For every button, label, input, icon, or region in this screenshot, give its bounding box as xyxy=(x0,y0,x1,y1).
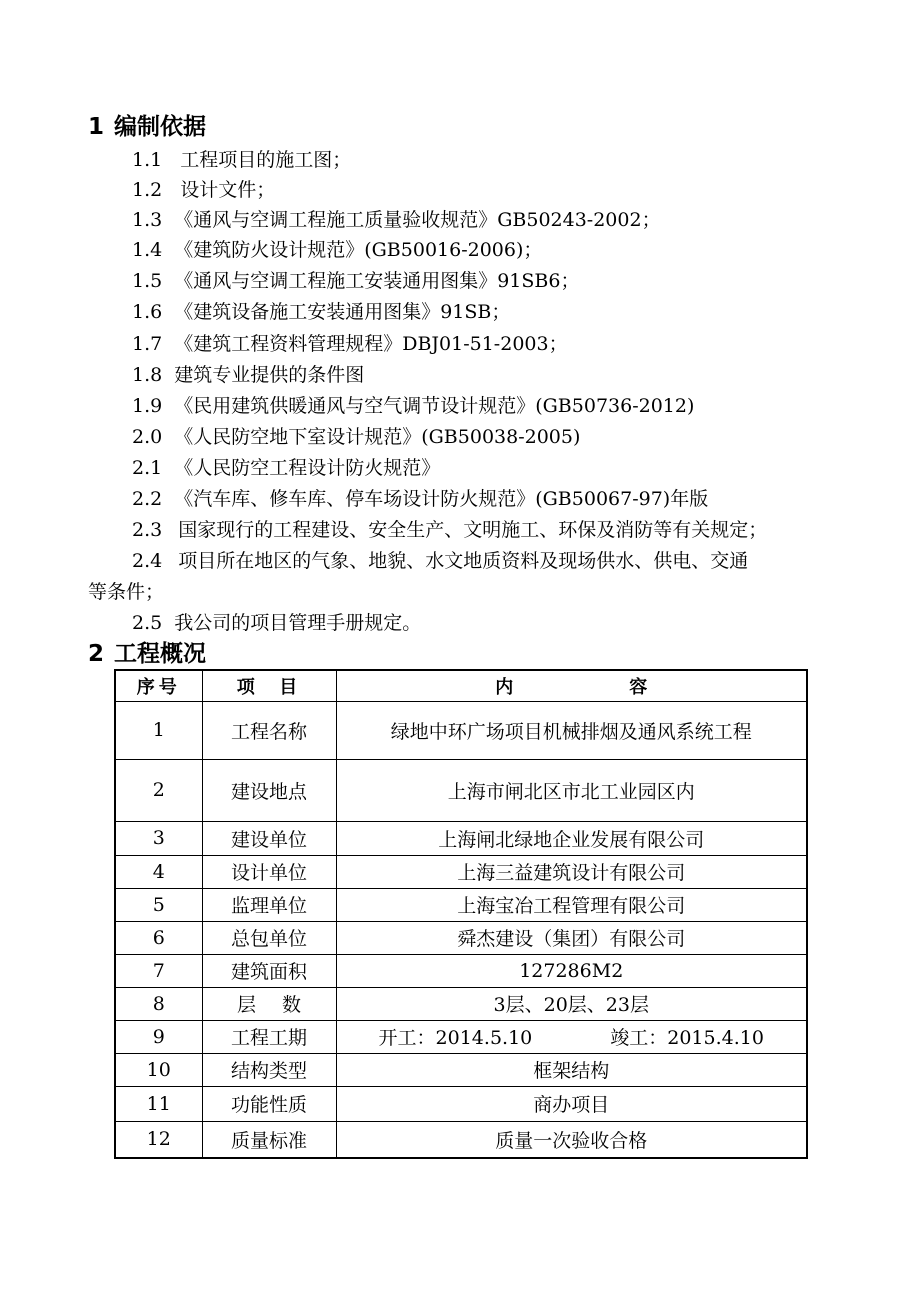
end-date: 竣工：2015.4.10 xyxy=(610,1027,764,1049)
list-item: 2.3 国家现行的工程建设、安全生产、文明施工、环保及消防等有关规定； xyxy=(132,519,768,541)
list-item: 1.5 《通风与空调工程施工安装通用图集》91SB6； xyxy=(132,270,580,292)
section-2-heading xyxy=(88,639,206,669)
section-number: 1 xyxy=(88,114,105,140)
list-item: 1.1 工程项目的施工图； xyxy=(132,149,352,171)
list-item: 1.4 《建筑防火设计规范》(GB50016-2006)； xyxy=(132,239,543,261)
table-row: 5 监理单位 上海宝冶工程管理有限公司 xyxy=(115,888,807,921)
list-item: 1.7 《建筑工程资料管理规程》DBJ01-51-2003； xyxy=(132,333,568,355)
table-row: 3 建设单位 上海闸北绿地企业发展有限公司 xyxy=(115,821,807,855)
table-row: 12 质量标准 质量一次验收合格 xyxy=(115,1121,807,1158)
table-row: 11 功能性质 商办项目 xyxy=(115,1086,807,1121)
list-item: 2.4 项目所在地区的气象、地貌、水文地质资料及现场供水、供电、交通 xyxy=(132,550,749,572)
header-content: 内 容 xyxy=(336,670,807,701)
table-row: 9 工程工期 开工：2014.5.10 竣工：2015.4.10 xyxy=(115,1020,807,1053)
table-row: 4 设计单位 上海三益建筑设计有限公司 xyxy=(115,855,807,888)
list-item: 1.2 设计文件； xyxy=(132,179,276,201)
table-row: 2 建设地点 上海市闸北区市北工业园区内 xyxy=(115,759,807,821)
table-row: 10 结构类型 框架结构 xyxy=(115,1053,807,1086)
table-row: 1 工程名称 绿地中环广场项目机械排烟及通风系统工程 xyxy=(115,701,807,759)
list-item: 2.5 我公司的项目管理手册规定。 xyxy=(132,612,422,634)
section-title: 编制依据 xyxy=(114,114,207,140)
section-1-heading xyxy=(88,112,206,142)
list-item: 1.8 建筑专业提供的条件图 xyxy=(132,364,365,386)
list-item: 2.1 《人民防空工程设计防火规范》 xyxy=(132,457,441,479)
section-title: 工程概况 xyxy=(114,641,207,667)
list-item-continuation: 等条件； xyxy=(88,581,165,603)
table-row: 6 总包单位 舜杰建设（集团）有限公司 xyxy=(115,921,807,954)
project-overview-table xyxy=(114,669,808,1159)
header-item: 项 目 xyxy=(202,670,336,701)
list-item: 1.3 《通风与空调工程施工质量验收规范》GB50243-2002； xyxy=(132,209,661,231)
table-header-row xyxy=(115,670,807,701)
list-item: 2.2 《汽车库、修车库、停车场设计防火规范》(GB50067-97)年版 xyxy=(132,488,709,510)
list-item: 1.6 《建筑设备施工安装通用图集》91SB； xyxy=(132,301,511,323)
table-row: 8 层 数 3层、20层、23层 xyxy=(115,987,807,1020)
header-no: 序号 xyxy=(115,670,202,701)
list-item: 1.9 《民用建筑供暖通风与空气调节设计规范》(GB50736-2012) xyxy=(132,395,695,417)
section-number: 2 xyxy=(88,641,105,667)
start-date: 开工：2014.5.10 xyxy=(378,1027,533,1049)
list-item: 2.0 《人民防空地下室设计规范》(GB50038-2005) xyxy=(132,426,581,448)
table-row: 7 建筑面积 127286M2 xyxy=(115,954,807,987)
